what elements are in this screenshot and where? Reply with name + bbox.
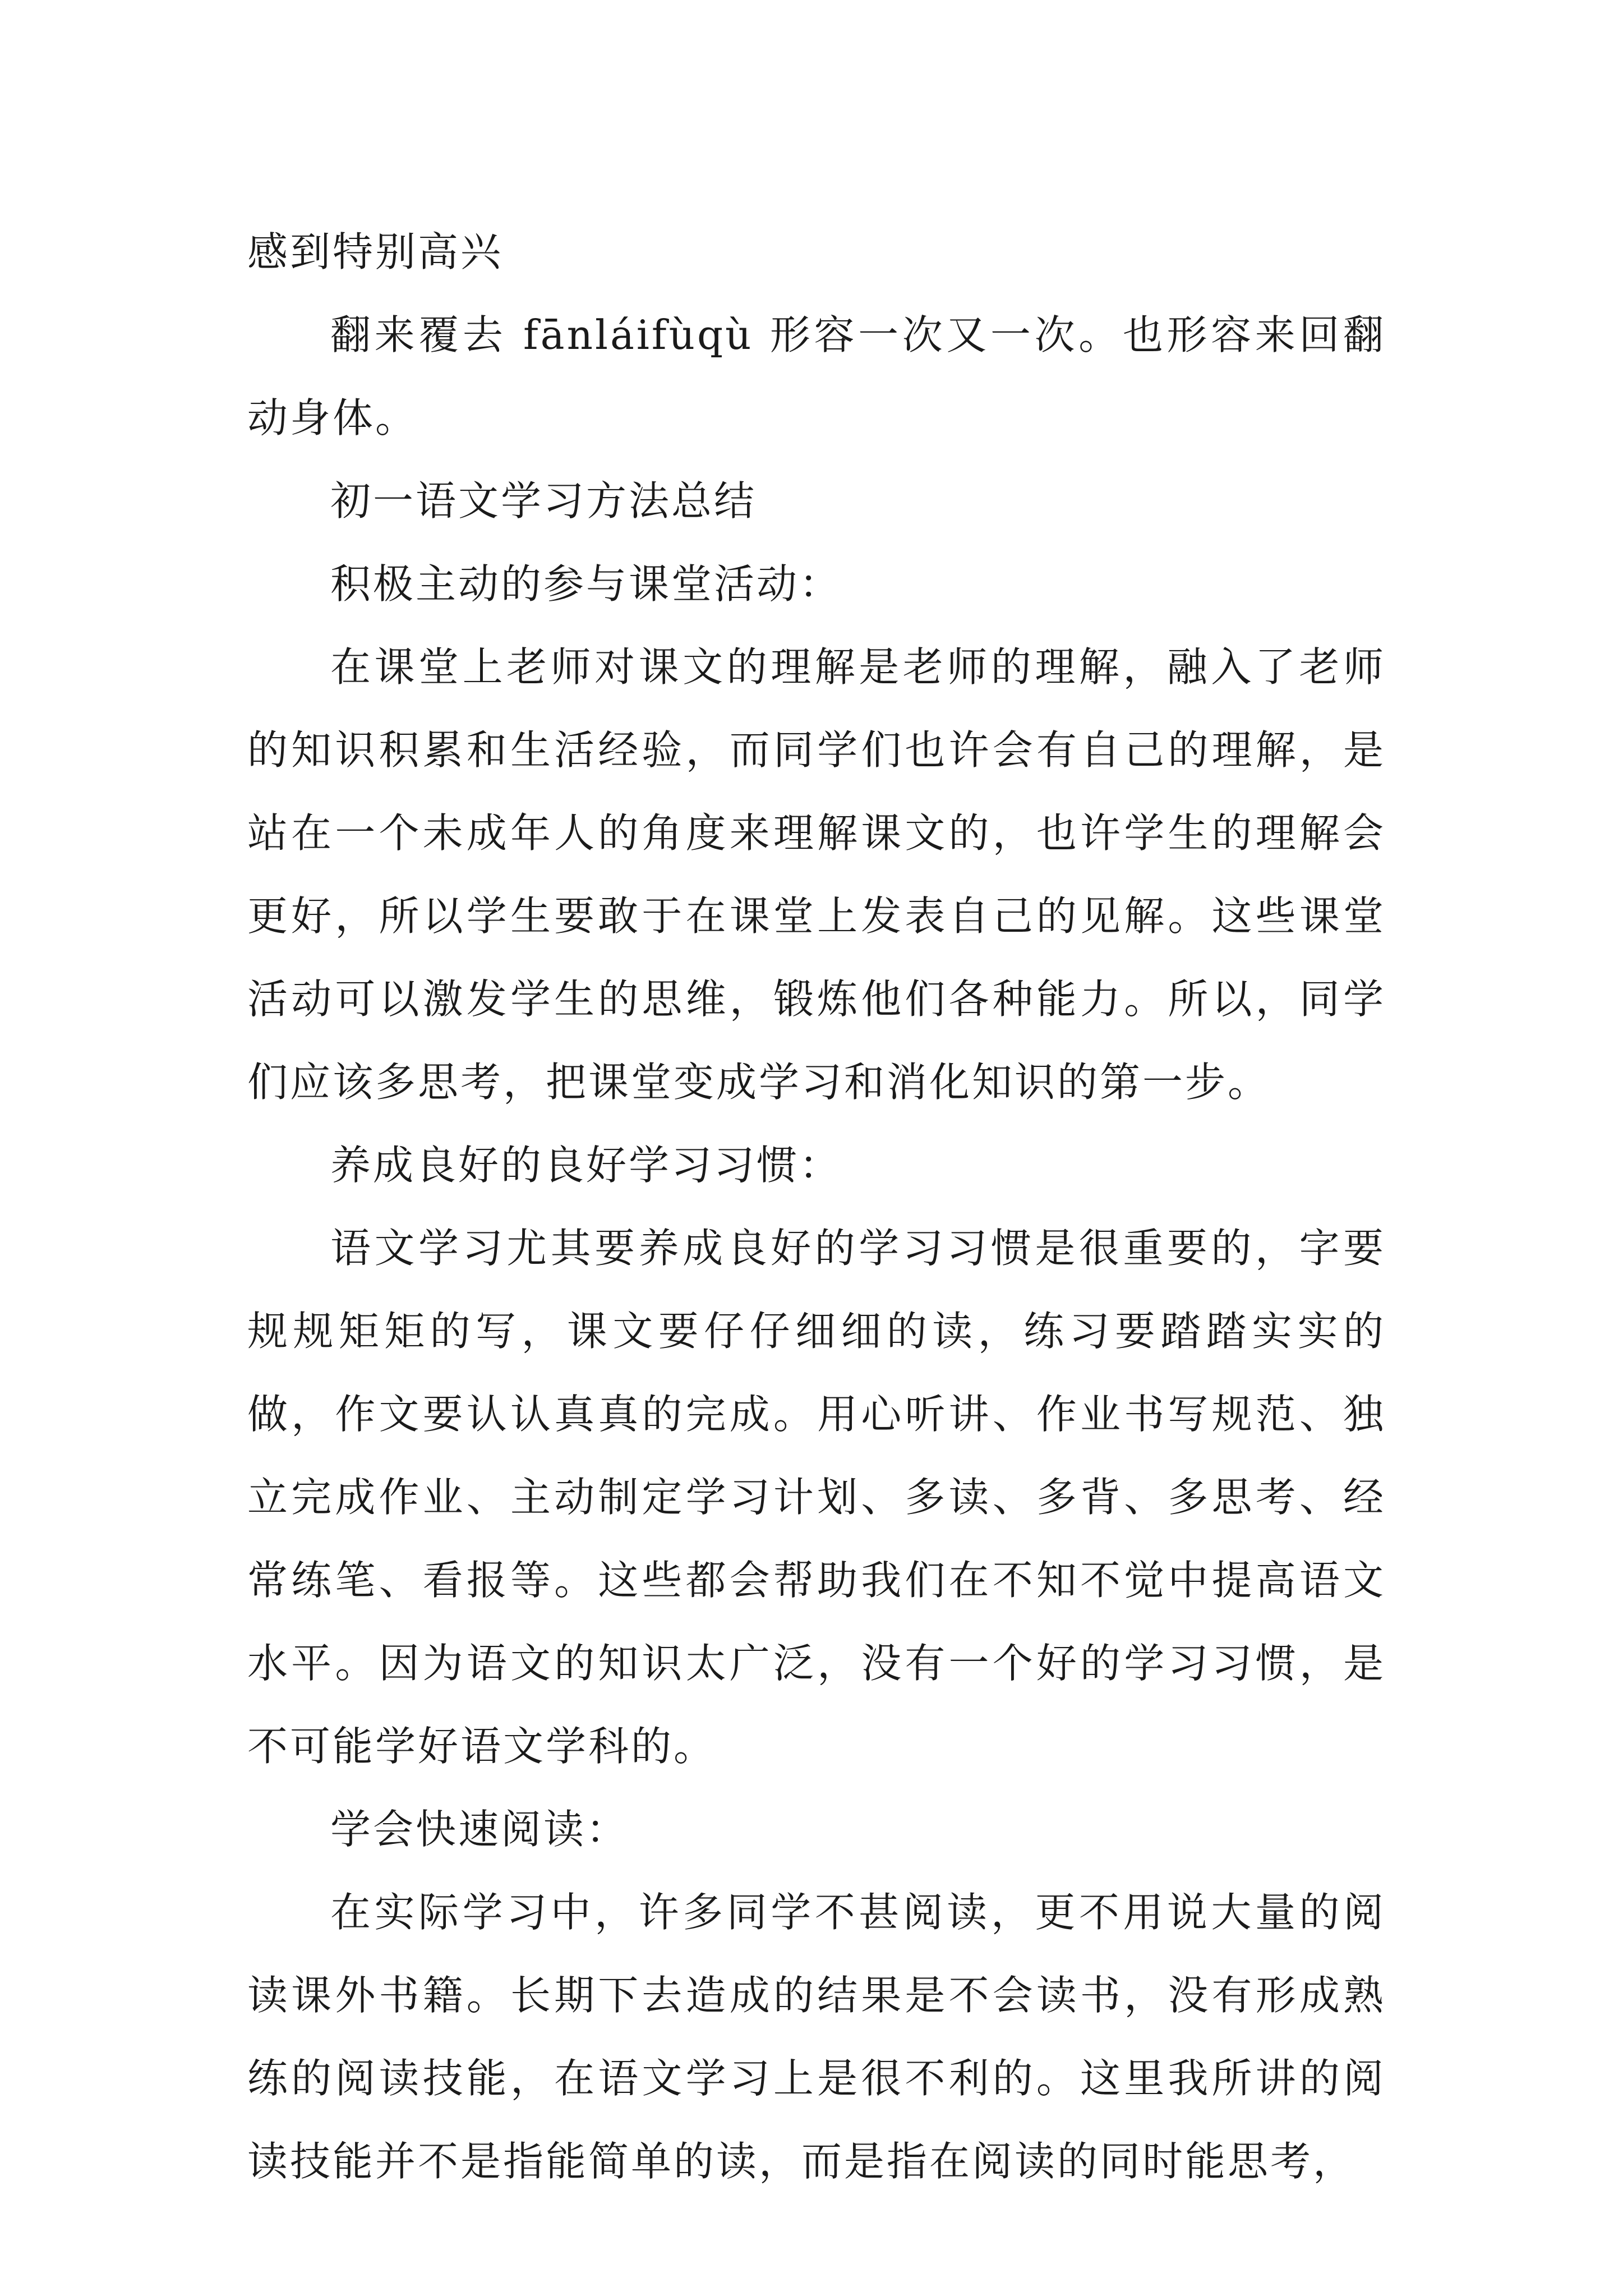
subheading-class-participation: 积极主动的参与课堂活动：	[330, 560, 842, 608]
paragraph-class-participation: 在课堂上老师对课文的理解是老师的理解，融入了老师的知识积累和生活经验，而同学们也许会有自己的理解，是站在一个未成年人的角度来理解课文的，也许学生的理解会更好，所以学生要敢于在课堂上发表自己的见解。这些课堂活动可以激发学生的思维，锻炼他们各种能力。所以，同学们应该多思考，把课堂变成学习和消化知识的第一步。	[247, 643, 1386, 1106]
section-title: 初一语文学习方法总结	[330, 477, 757, 524]
paragraph-fast-reading: 在实际学习中，许多同学不甚阅读，更不用说大量的阅读课外书籍。长期下去造成的结果是不会读书，没有形成熟练的阅读技能，在语文学习上是很不利的。这里我所讲的阅读技能并不是指能简单的读，而是指在阅读的同时能思考，	[247, 1889, 1386, 2185]
document-body	[247, 210, 1386, 2203]
paragraph-continued: 感到特别高兴	[247, 228, 504, 275]
subheading-fast-reading: 学会快速阅读：	[330, 1806, 629, 1853]
paragraph-study-habits: 语文学习尤其要养成良好的学习习惯是很重要的，字要规规矩矩的写，课文要仔仔细细的读，练习要踏踏实实的做，作文要认认真真的完成。用心听讲、作业书写规范、独立完成作业、主动制定学习计划、多读、多背、多思考、经常练笔、看报等。这些都会帮助我们在不知不觉中提高语文水平。因为语文的知识太广泛，没有一个好的学习习惯，是不可能学好语文学科的。	[247, 1225, 1386, 1770]
subheading-study-habits: 养成良好的良好学习习惯：	[330, 1142, 842, 1189]
paragraph-idiom-definition: 翻来覆去 fānláifùqù 形容一次又一次。也形容来回翻动身体。	[247, 311, 1386, 441]
